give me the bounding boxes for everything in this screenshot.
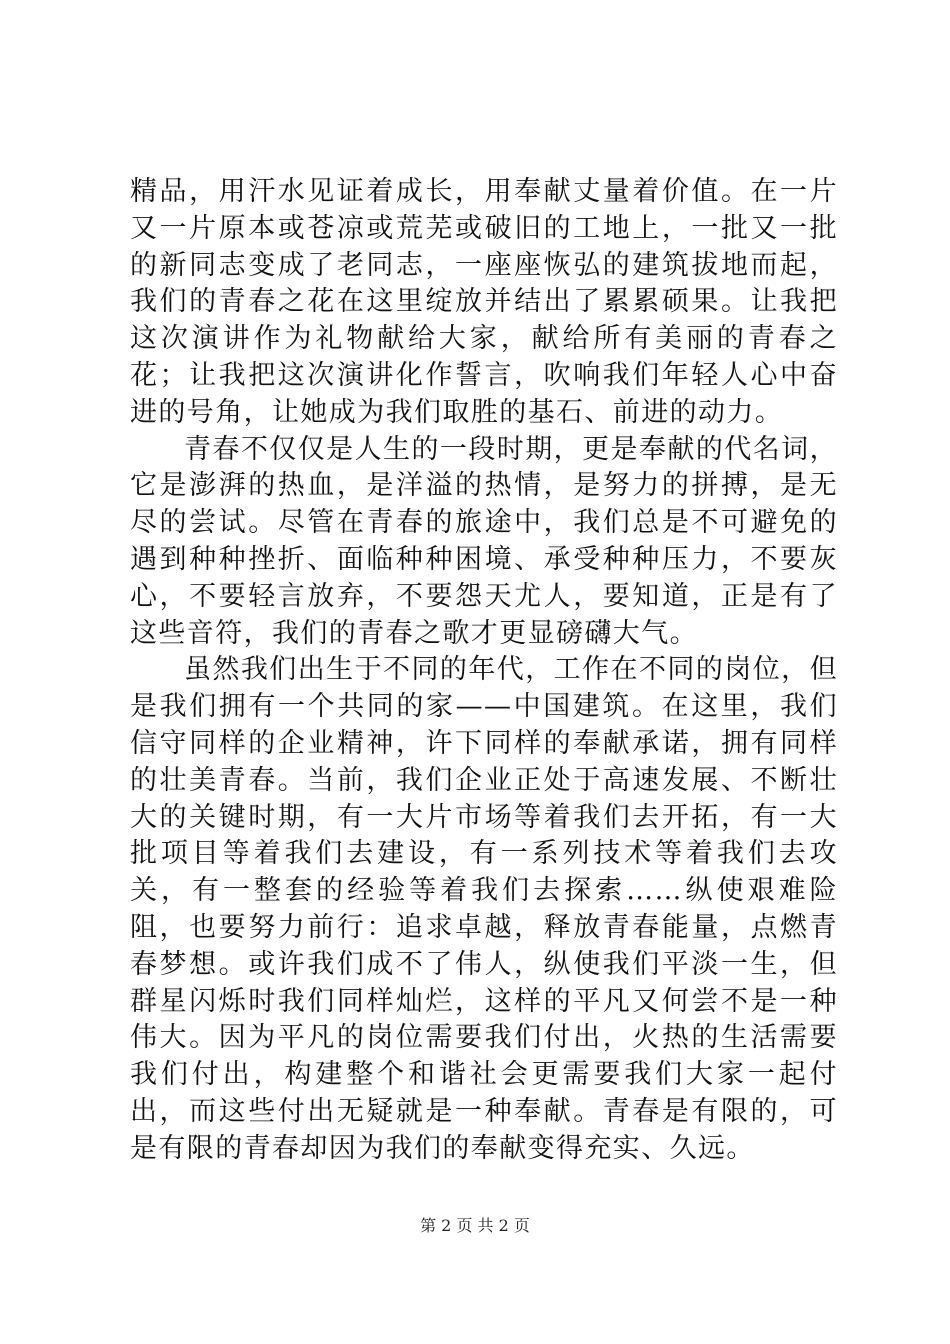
paragraph-3: 虽然我们出生于不同的年代，工作在不同的岗位，但是我们拥有一个共同的家——中国建筑。在这里，我们信守同样的企业精神，许下同样的奉献承诺，拥有同样的壮美青春。当前，我们企业正处于高速发展、不断壮大的关键时期，有一大片市场等着我们去开拓，有一大批项目等着我们去建设，有一系列技术等着我们去攻关，有一整套的经验等着我们去探索……纵使艰难险阻，也要努力前行：追求卓越，释放青春能量，点燃青春梦想。或许我们成不了伟人，纵使我们平淡一生，但群星闪烁时我们同样灿烂，这样的平凡又何尝不是一种伟大。因为平凡的岗位需要我们付出，火热的生活需要我们付出，构建整个和谐社会更需要我们大家一起付出，而这些付出无疑就是一种奉献。青春是有限的，可是有限的青春却因为我们的奉献变得充实、久远。 (130, 654, 838, 1164)
document-body (130, 174, 838, 1168)
page-footer: 第 2 页 共 2 页 (420, 1216, 530, 1235)
paragraph-2: 青春不仅仅是人生的一段时期，更是奉献的代名词，它是澎湃的热血，是洋溢的热情，是努力的拼搏，是无尽的尝试。尽管在青春的旅途中，我们总是不可避免的遇到种种挫折、面临种种困境、承受种种压力，不要灰心，不要轻言放弃，不要怨天尤人，要知道，正是有了这些音符，我们的青春之歌才更显磅礴大气。 (130, 433, 838, 649)
paragraph-1: 精品，用汗水见证着成长，用奉献丈量着价值。在一片又一片原本或苍凉或荒芜或破旧的工地上，一批又一批的新同志变成了老同志，一座座恢弘的建筑拔地而起，我们的青春之花在这里绽放并结出了累累硕果。让我把这次演讲作为礼物献给大家，献给所有美丽的青春之花；让我把这次演讲化作誓言，吹响我们年轻人心中奋进的号角，让她成为我们取胜的基石、前进的动力。 (130, 176, 838, 428)
